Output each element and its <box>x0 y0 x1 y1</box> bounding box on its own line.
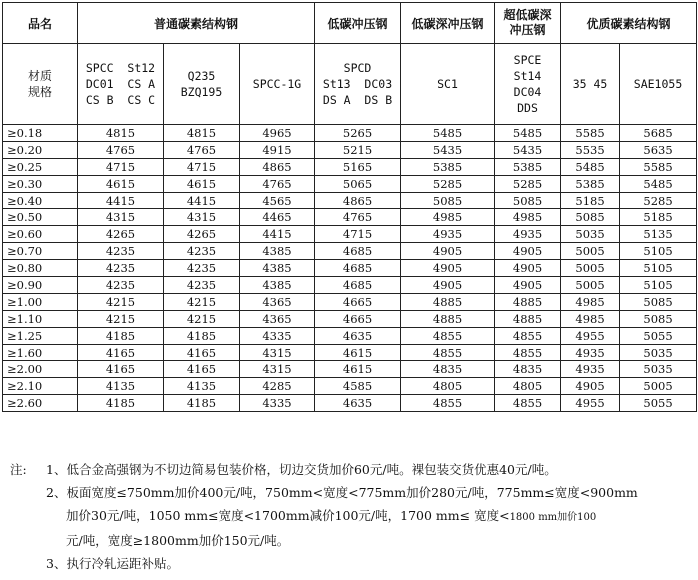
price-cell: 4835 <box>401 361 495 378</box>
price-cell: 4905 <box>495 243 561 260</box>
price-cell: 5585 <box>561 125 620 142</box>
price-cell: 4185 <box>164 327 240 344</box>
price-cell: 5105 <box>620 277 697 294</box>
price-cell: 5035 <box>620 344 697 361</box>
price-cell: 5285 <box>620 192 697 209</box>
table-row <box>3 378 697 395</box>
price-cell: 4135 <box>78 378 164 395</box>
price-cell: 5435 <box>495 141 561 158</box>
price-table <box>2 2 697 412</box>
price-cell: 4615 <box>164 175 240 192</box>
price-cell: 4265 <box>164 226 240 243</box>
price-cell: 4135 <box>164 378 240 395</box>
thickness-cell: ≥1.00 <box>3 293 78 310</box>
spec-row <box>3 44 697 125</box>
note-2-line-2-text: 加价30元/吨，1050 mm≤宽度<1700mm减价100元/吨，1700 mm≤ 宽度< <box>66 508 510 523</box>
price-cell: 4615 <box>315 344 401 361</box>
price-cell: 4985 <box>561 293 620 310</box>
price-cell: 4885 <box>401 293 495 310</box>
price-cell: 4885 <box>401 310 495 327</box>
header-ultra-low-line1: 超低碳深 <box>503 8 552 22</box>
price-cell: 5485 <box>561 158 620 175</box>
price-cell: 4935 <box>495 226 561 243</box>
thickness-cell: ≥2.60 <box>3 395 78 412</box>
thickness-cell: ≥0.20 <box>3 141 78 158</box>
price-cell: 4285 <box>240 378 315 395</box>
price-cell: 4905 <box>401 243 495 260</box>
price-cell: 4985 <box>561 310 620 327</box>
price-cell: 5085 <box>495 192 561 209</box>
table-row <box>3 327 697 344</box>
thickness-cell: ≥2.10 <box>3 378 78 395</box>
price-cell: 4715 <box>315 226 401 243</box>
price-cell: 5485 <box>620 175 697 192</box>
table-row <box>3 243 697 260</box>
price-cell: 5085 <box>401 192 495 209</box>
price-cell: 4365 <box>240 310 315 327</box>
thickness-cell: ≥0.60 <box>3 226 78 243</box>
note-2-line-3: 元/吨，宽度≥1800mm加价150元/吨。 <box>66 533 290 548</box>
spec-text: Q235 <box>187 69 216 83</box>
thickness-cell: ≥1.25 <box>3 327 78 344</box>
table-row <box>3 192 697 209</box>
price-cell: 4805 <box>495 378 561 395</box>
table-row <box>3 395 697 412</box>
thickness-cell: ≥0.25 <box>3 158 78 175</box>
thickness-cell: ≥0.50 <box>3 209 78 226</box>
table-row <box>3 226 697 243</box>
thickness-cell: ≥0.40 <box>3 192 78 209</box>
price-cell: 5685 <box>620 125 697 142</box>
spec-col-1 <box>78 44 164 125</box>
price-cell: 5385 <box>401 158 495 175</box>
price-cell: 5265 <box>315 125 401 142</box>
spec-col-8: SAE1055 <box>620 44 697 125</box>
price-cell: 4335 <box>240 327 315 344</box>
price-cell: 4715 <box>164 158 240 175</box>
header-row <box>3 3 697 44</box>
price-cell: 4565 <box>240 192 315 209</box>
spec-text: DDS <box>517 101 538 115</box>
price-cell: 5485 <box>401 125 495 142</box>
thickness-cell: ≥1.10 <box>3 310 78 327</box>
spec-col-7: 35 45 <box>561 44 620 125</box>
price-cell: 4805 <box>401 378 495 395</box>
spec-text: SPCE <box>513 53 542 67</box>
thickness-cell: ≥0.30 <box>3 175 78 192</box>
spec-label <box>3 44 78 125</box>
price-cell: 4235 <box>78 260 164 277</box>
price-cell: 5185 <box>620 209 697 226</box>
notes-section <box>10 458 694 575</box>
note-1 <box>10 458 694 481</box>
price-cell: 4855 <box>401 327 495 344</box>
price-cell: 4185 <box>78 395 164 412</box>
price-cell: 4935 <box>561 344 620 361</box>
price-cell: 5105 <box>620 260 697 277</box>
price-cell: 5035 <box>561 226 620 243</box>
price-cell: 5285 <box>495 175 561 192</box>
price-cell: 4985 <box>495 209 561 226</box>
price-cell: 4905 <box>561 378 620 395</box>
spec-col-5: SC1 <box>401 44 495 125</box>
price-cell: 5105 <box>620 243 697 260</box>
spec-text: BZQ195 <box>180 85 223 99</box>
price-cell: 5285 <box>401 175 495 192</box>
price-cell: 4615 <box>78 175 164 192</box>
spec-text: DS A DS B <box>322 93 393 107</box>
header-ordinary-carbon-steel: 普通碳素结构钢 <box>78 3 315 44</box>
price-cell: 4855 <box>495 344 561 361</box>
price-cell: 4385 <box>240 243 315 260</box>
price-cell: 4185 <box>164 395 240 412</box>
price-cell: 4905 <box>495 277 561 294</box>
spec-col-2 <box>164 44 240 125</box>
price-cell: 5165 <box>315 158 401 175</box>
price-cell: 4715 <box>78 158 164 175</box>
price-cell: 4665 <box>315 310 401 327</box>
spec-text: St14 <box>513 69 542 83</box>
price-cell: 4235 <box>78 243 164 260</box>
price-cell: 4905 <box>495 260 561 277</box>
price-cell: 4965 <box>240 125 315 142</box>
price-cell: 5435 <box>401 141 495 158</box>
price-cell: 5005 <box>561 243 620 260</box>
spec-text: DC04 <box>513 85 542 99</box>
price-cell: 4865 <box>315 192 401 209</box>
price-cell: 5215 <box>315 141 401 158</box>
price-cell: 4815 <box>78 125 164 142</box>
price-cell: 4165 <box>78 344 164 361</box>
price-cell: 4985 <box>401 209 495 226</box>
notes-prefix: 注: <box>10 462 27 477</box>
note-2-line-2 <box>46 504 694 529</box>
thickness-cell: ≥0.18 <box>3 125 78 142</box>
table-row <box>3 361 697 378</box>
price-cell: 5385 <box>495 158 561 175</box>
table-row <box>3 209 697 226</box>
header-ultra-low-carbon <box>495 3 561 44</box>
price-cell: 4885 <box>495 293 561 310</box>
price-cell: 4885 <box>495 310 561 327</box>
price-cell: 4815 <box>164 125 240 142</box>
price-cell: 4835 <box>495 361 561 378</box>
price-cell: 4315 <box>240 361 315 378</box>
price-cell: 4915 <box>240 141 315 158</box>
price-cell: 5065 <box>315 175 401 192</box>
header-ultra-low-line2: 冲压钢 <box>509 23 546 37</box>
table-row <box>3 277 697 294</box>
price-cell: 5005 <box>620 378 697 395</box>
price-cell: 4315 <box>78 209 164 226</box>
price-cell: 4955 <box>561 395 620 412</box>
thickness-cell: ≥0.90 <box>3 277 78 294</box>
price-cell: 4635 <box>315 327 401 344</box>
spec-text: SPCC St12 <box>85 61 156 75</box>
table-row <box>3 260 697 277</box>
price-cell: 5005 <box>561 277 620 294</box>
price-cell: 4235 <box>164 260 240 277</box>
price-cell: 4385 <box>240 277 315 294</box>
header-low-carbon-deep-stamping: 低碳深冲压钢 <box>401 3 495 44</box>
header-low-carbon-stamping: 低碳冲压钢 <box>315 3 401 44</box>
price-cell: 4765 <box>78 141 164 158</box>
price-cell: 5085 <box>561 209 620 226</box>
price-cell: 4315 <box>164 209 240 226</box>
spec-text: CS B CS C <box>85 93 156 107</box>
price-cell: 4235 <box>164 277 240 294</box>
price-cell: 4865 <box>240 158 315 175</box>
price-cell: 4855 <box>401 344 495 361</box>
price-cell: 4685 <box>315 277 401 294</box>
note-3: 3、执行冷轧运距补贴。 <box>46 556 179 571</box>
price-cell: 5085 <box>620 293 697 310</box>
table-row <box>3 175 697 192</box>
price-cell: 5385 <box>561 175 620 192</box>
note-2-line-1: 2、板面宽度≤750mm加价400元/吨，750mm<宽度<775mm加价280元/吨，775mm≤宽度<900mm <box>46 485 638 500</box>
spec-text: St13 DC03 <box>322 77 393 91</box>
header-product-name: 品名 <box>3 3 78 44</box>
price-cell: 4855 <box>495 395 561 412</box>
spec-col-3: SPCC-1G <box>240 44 315 125</box>
price-cell: 4615 <box>315 361 401 378</box>
price-cell: 5485 <box>495 125 561 142</box>
table-row <box>3 125 697 142</box>
price-cell: 4415 <box>240 226 315 243</box>
price-cell: 5135 <box>620 226 697 243</box>
price-cell: 4165 <box>164 344 240 361</box>
price-cell: 4335 <box>240 395 315 412</box>
table-row <box>3 141 697 158</box>
price-cell: 4855 <box>495 327 561 344</box>
price-cell: 4415 <box>164 192 240 209</box>
table-row <box>3 344 697 361</box>
price-cell: 5635 <box>620 141 697 158</box>
price-cell: 4215 <box>78 293 164 310</box>
price-cell: 5085 <box>620 310 697 327</box>
spec-text: SPCD <box>343 61 372 75</box>
price-cell: 4315 <box>240 344 315 361</box>
header-quality-carbon-steel: 优质碳素结构钢 <box>561 3 697 44</box>
price-cell: 4235 <box>78 277 164 294</box>
note-2-line-2-small: 1800 mm加价100 <box>509 512 597 523</box>
price-cell: 5585 <box>620 158 697 175</box>
spec-col-4 <box>315 44 401 125</box>
spec-label-material: 材质 <box>27 69 52 83</box>
price-cell: 4905 <box>401 260 495 277</box>
price-cell: 5005 <box>561 260 620 277</box>
thickness-cell: ≥0.70 <box>3 243 78 260</box>
price-cell: 5185 <box>561 192 620 209</box>
price-cell: 4935 <box>561 361 620 378</box>
price-cell: 4385 <box>240 260 315 277</box>
price-cell: 4415 <box>78 192 164 209</box>
spec-label-spec: 规格 <box>27 85 52 99</box>
price-cell: 4855 <box>401 395 495 412</box>
price-cell: 4215 <box>164 310 240 327</box>
price-cell: 5535 <box>561 141 620 158</box>
price-cell: 4935 <box>401 226 495 243</box>
price-cell: 4685 <box>315 260 401 277</box>
price-cell: 4765 <box>315 209 401 226</box>
price-cell: 4165 <box>164 361 240 378</box>
price-cell: 4215 <box>164 293 240 310</box>
table-row <box>3 158 697 175</box>
price-cell: 4665 <box>315 293 401 310</box>
price-cell: 4585 <box>315 378 401 395</box>
price-cell: 4765 <box>164 141 240 158</box>
table-row <box>3 310 697 327</box>
spec-col-6 <box>495 44 561 125</box>
price-cell: 4235 <box>164 243 240 260</box>
price-cell: 4465 <box>240 209 315 226</box>
thickness-cell: ≥2.00 <box>3 361 78 378</box>
price-cell: 4265 <box>78 226 164 243</box>
price-cell: 4905 <box>401 277 495 294</box>
price-cell: 4215 <box>78 310 164 327</box>
price-cell: 4185 <box>78 327 164 344</box>
price-cell: 5055 <box>620 395 697 412</box>
note-1-text: 1、低合金高强钢为不切边简易包装价格，切边交货加价60元/吨。裸包装交货优惠40元/吨。 <box>46 462 557 477</box>
price-cell: 4685 <box>315 243 401 260</box>
price-cell: 4765 <box>240 175 315 192</box>
thickness-cell: ≥0.80 <box>3 260 78 277</box>
price-cell: 4165 <box>78 361 164 378</box>
price-cell: 5055 <box>620 327 697 344</box>
price-cell: 5035 <box>620 361 697 378</box>
price-cell: 4635 <box>315 395 401 412</box>
table-row <box>3 293 697 310</box>
thickness-cell: ≥1.60 <box>3 344 78 361</box>
spec-text: DC01 CS A <box>85 77 156 91</box>
price-cell: 4955 <box>561 327 620 344</box>
price-cell: 4365 <box>240 293 315 310</box>
